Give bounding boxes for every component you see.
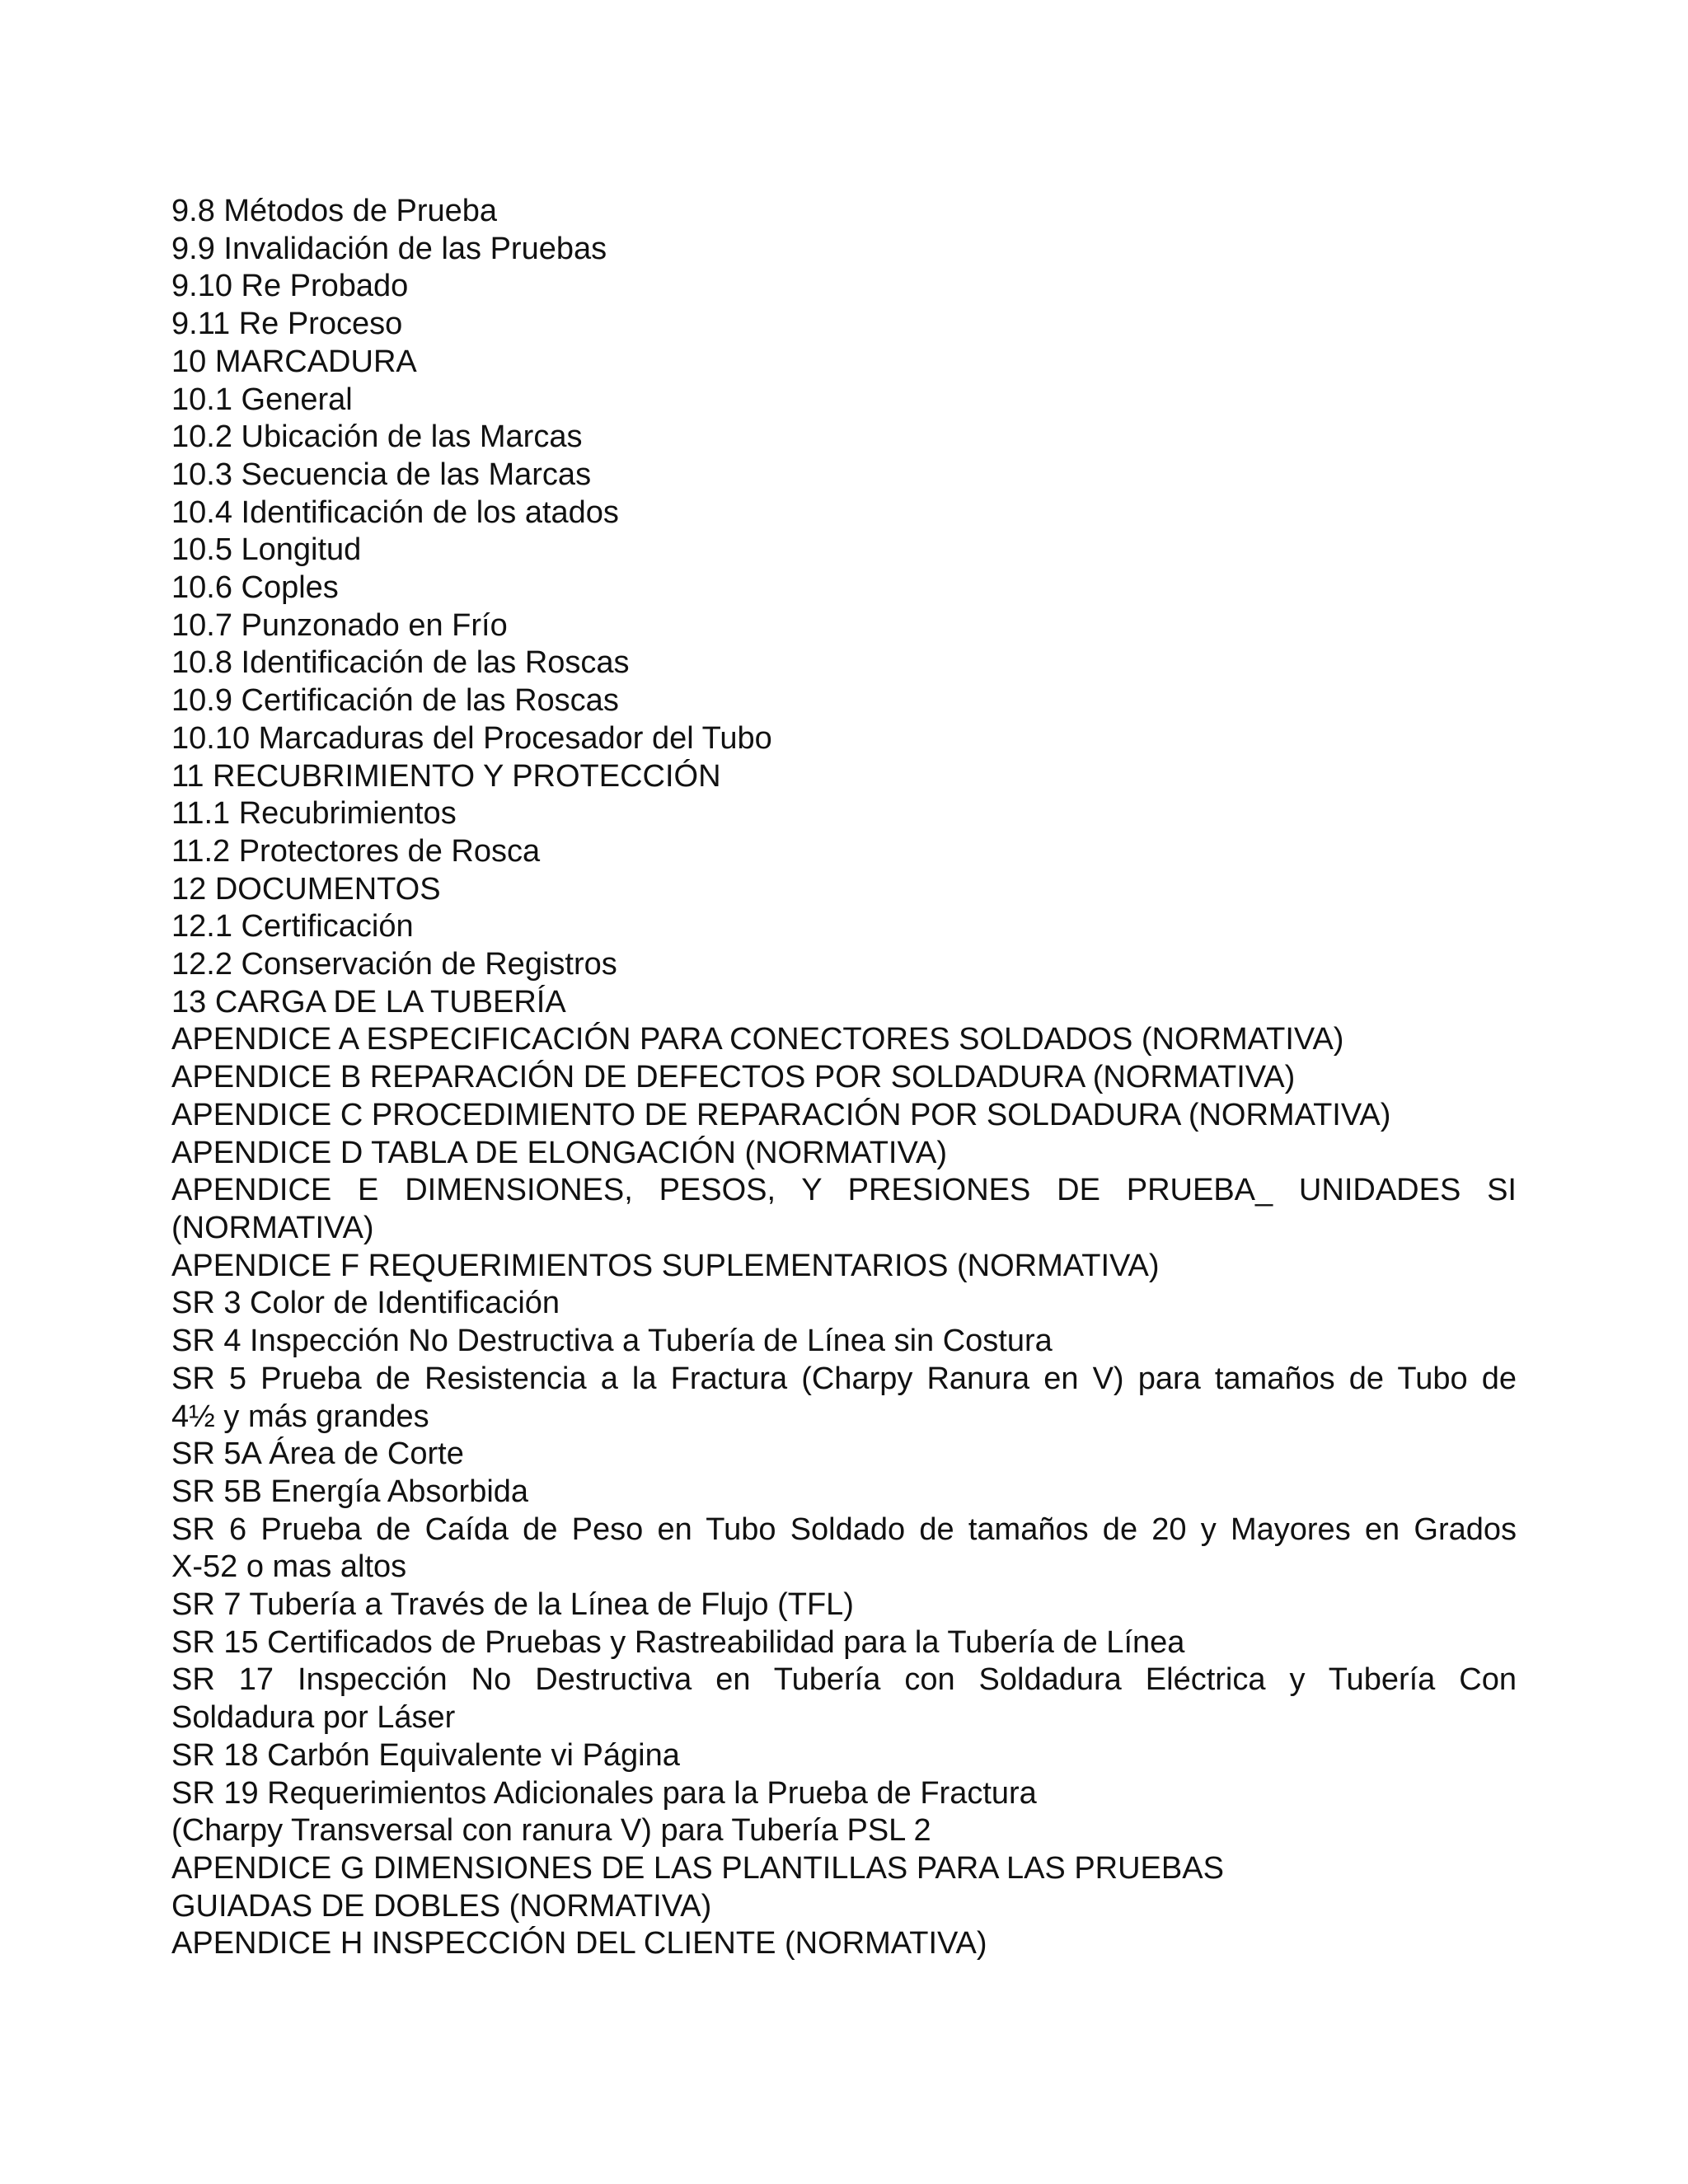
toc-entry: 9.9 Invalidación de las Pruebas [171,231,607,266]
toc-entry: APENDICE D TABLA DE ELONGACIÓN (NORMATIVA) [171,1135,948,1170]
toc-entry: 10.10 Marcaduras del Procesador del Tubo [171,720,772,756]
toc-entry: 10.2 Ubicación de las Marcas [171,419,583,455]
toc-entry: SR 3 Color de Identificación [171,1286,560,1321]
toc-entry: 10.3 Secuencia de las Marcas [171,457,592,492]
toc-entry: 9.8 Métodos de Prueba [171,194,498,228]
toc-entry: 4½ y más grandes [171,1399,429,1434]
toc-entry: 10 MARCADURA [171,344,417,379]
toc-entry: 11 RECUBRIMIENTO Y PROTECCIÓN [171,758,721,794]
toc-entry: 10.4 Identificación de los atados [171,494,619,530]
toc-entry: APENDICE A ESPECIFICACIÓN PARA CONECTORES SOLDADOS (NORMATIVA) [171,1022,1344,1057]
toc-entry: 10.7 Punzonado en Frío [171,607,508,643]
toc-entry: APENDICE F REQUERIMIENTOS SUPLEMENTARIOS (NORMATIVA) [171,1248,1160,1283]
toc-entry: (NORMATIVA) [171,1210,374,1245]
toc-entry: 12.1 Certificación [171,909,414,944]
toc-entry: 9.11 Re Proceso [171,307,403,342]
table-of-contents [171,193,1517,1963]
toc-entry: SR 5 Prueba de Resistencia a la Fractura (Charpy Ranura en V) para tamaños de Tubo de [171,1361,1517,1396]
toc-entry: SR 6 Prueba de Caída de Peso en Tubo Soldado de tamaños de 20 y Mayores en Grados [171,1511,1517,1547]
toc-entry: APENDICE G DIMENSIONES DE LAS PLANTILLAS PARA LAS PRUEBAS [171,1850,1224,1886]
toc-entry: 11.1 Recubrimientos [171,796,457,832]
toc-entry: APENDICE E DIMENSIONES, PESOS, Y PRESIONES DE PRUEBA_ UNIDADES SI [171,1173,1517,1208]
toc-entry: GUIADAS DE DOBLES (NORMATIVA) [171,1888,712,1924]
toc-entry: Soldadura por Láser [171,1700,456,1736]
toc-entry: APENDICE B REPARACIÓN DE DEFECTOS POR SOLDADURA (NORMATIVA) [171,1060,1296,1095]
toc-entry: APENDICE C PROCEDIMIENTO DE REPARACIÓN POR SOLDADURA (NORMATIVA) [171,1097,1391,1132]
toc-entry: 12 DOCUMENTOS [171,871,441,907]
toc-entry: SR 5B Energía Absorbida [171,1474,529,1509]
toc-entry: SR 17 Inspección No Destructiva en Tubería con Soldadura Eléctrica y Tubería Con [171,1662,1517,1698]
toc-entry: 9.10 Re Probado [171,269,409,304]
toc-entry: 10.9 Certificación de las Roscas [171,683,619,719]
toc-entry: SR 5A Área de Corte [171,1436,464,1472]
toc-entry: SR 7 Tubería a Través de la Línea de Flujo (TFL) [171,1587,854,1623]
toc-entry: 10.5 Longitud [171,532,362,568]
toc-entry: 12.2 Conservación de Registros [171,947,617,982]
toc-entry: (Charpy Transversal con ranura V) para Tubería PSL 2 [171,1813,931,1849]
toc-entry: SR 15 Certificados de Pruebas y Rastreabilidad para la Tubería de Línea [171,1624,1185,1660]
toc-entry: 11.2 Protectores de Rosca [171,833,541,869]
toc-entry: 10.1 General [171,382,353,417]
toc-entry: SR 18 Carbón Equivalente vi Página [171,1737,680,1773]
toc-entry: SR 19 Requerimientos Adicionales para la Prueba de Fractura [171,1775,1037,1811]
toc-entry: 10.8 Identificación de las Roscas [171,645,630,681]
toc-entry: X-52 o mas altos [171,1549,407,1585]
toc-entry: APENDICE H INSPECCIÓN DEL CLIENTE (NORMATIVA) [171,1926,987,1961]
toc-entry: SR 4 Inspección No Destructiva a Tubería de Línea sin Costura [171,1324,1053,1359]
toc-entry: 10.6 Coples [171,570,339,606]
toc-entry: 13 CARGA DE LA TUBERÍA [171,984,566,1019]
